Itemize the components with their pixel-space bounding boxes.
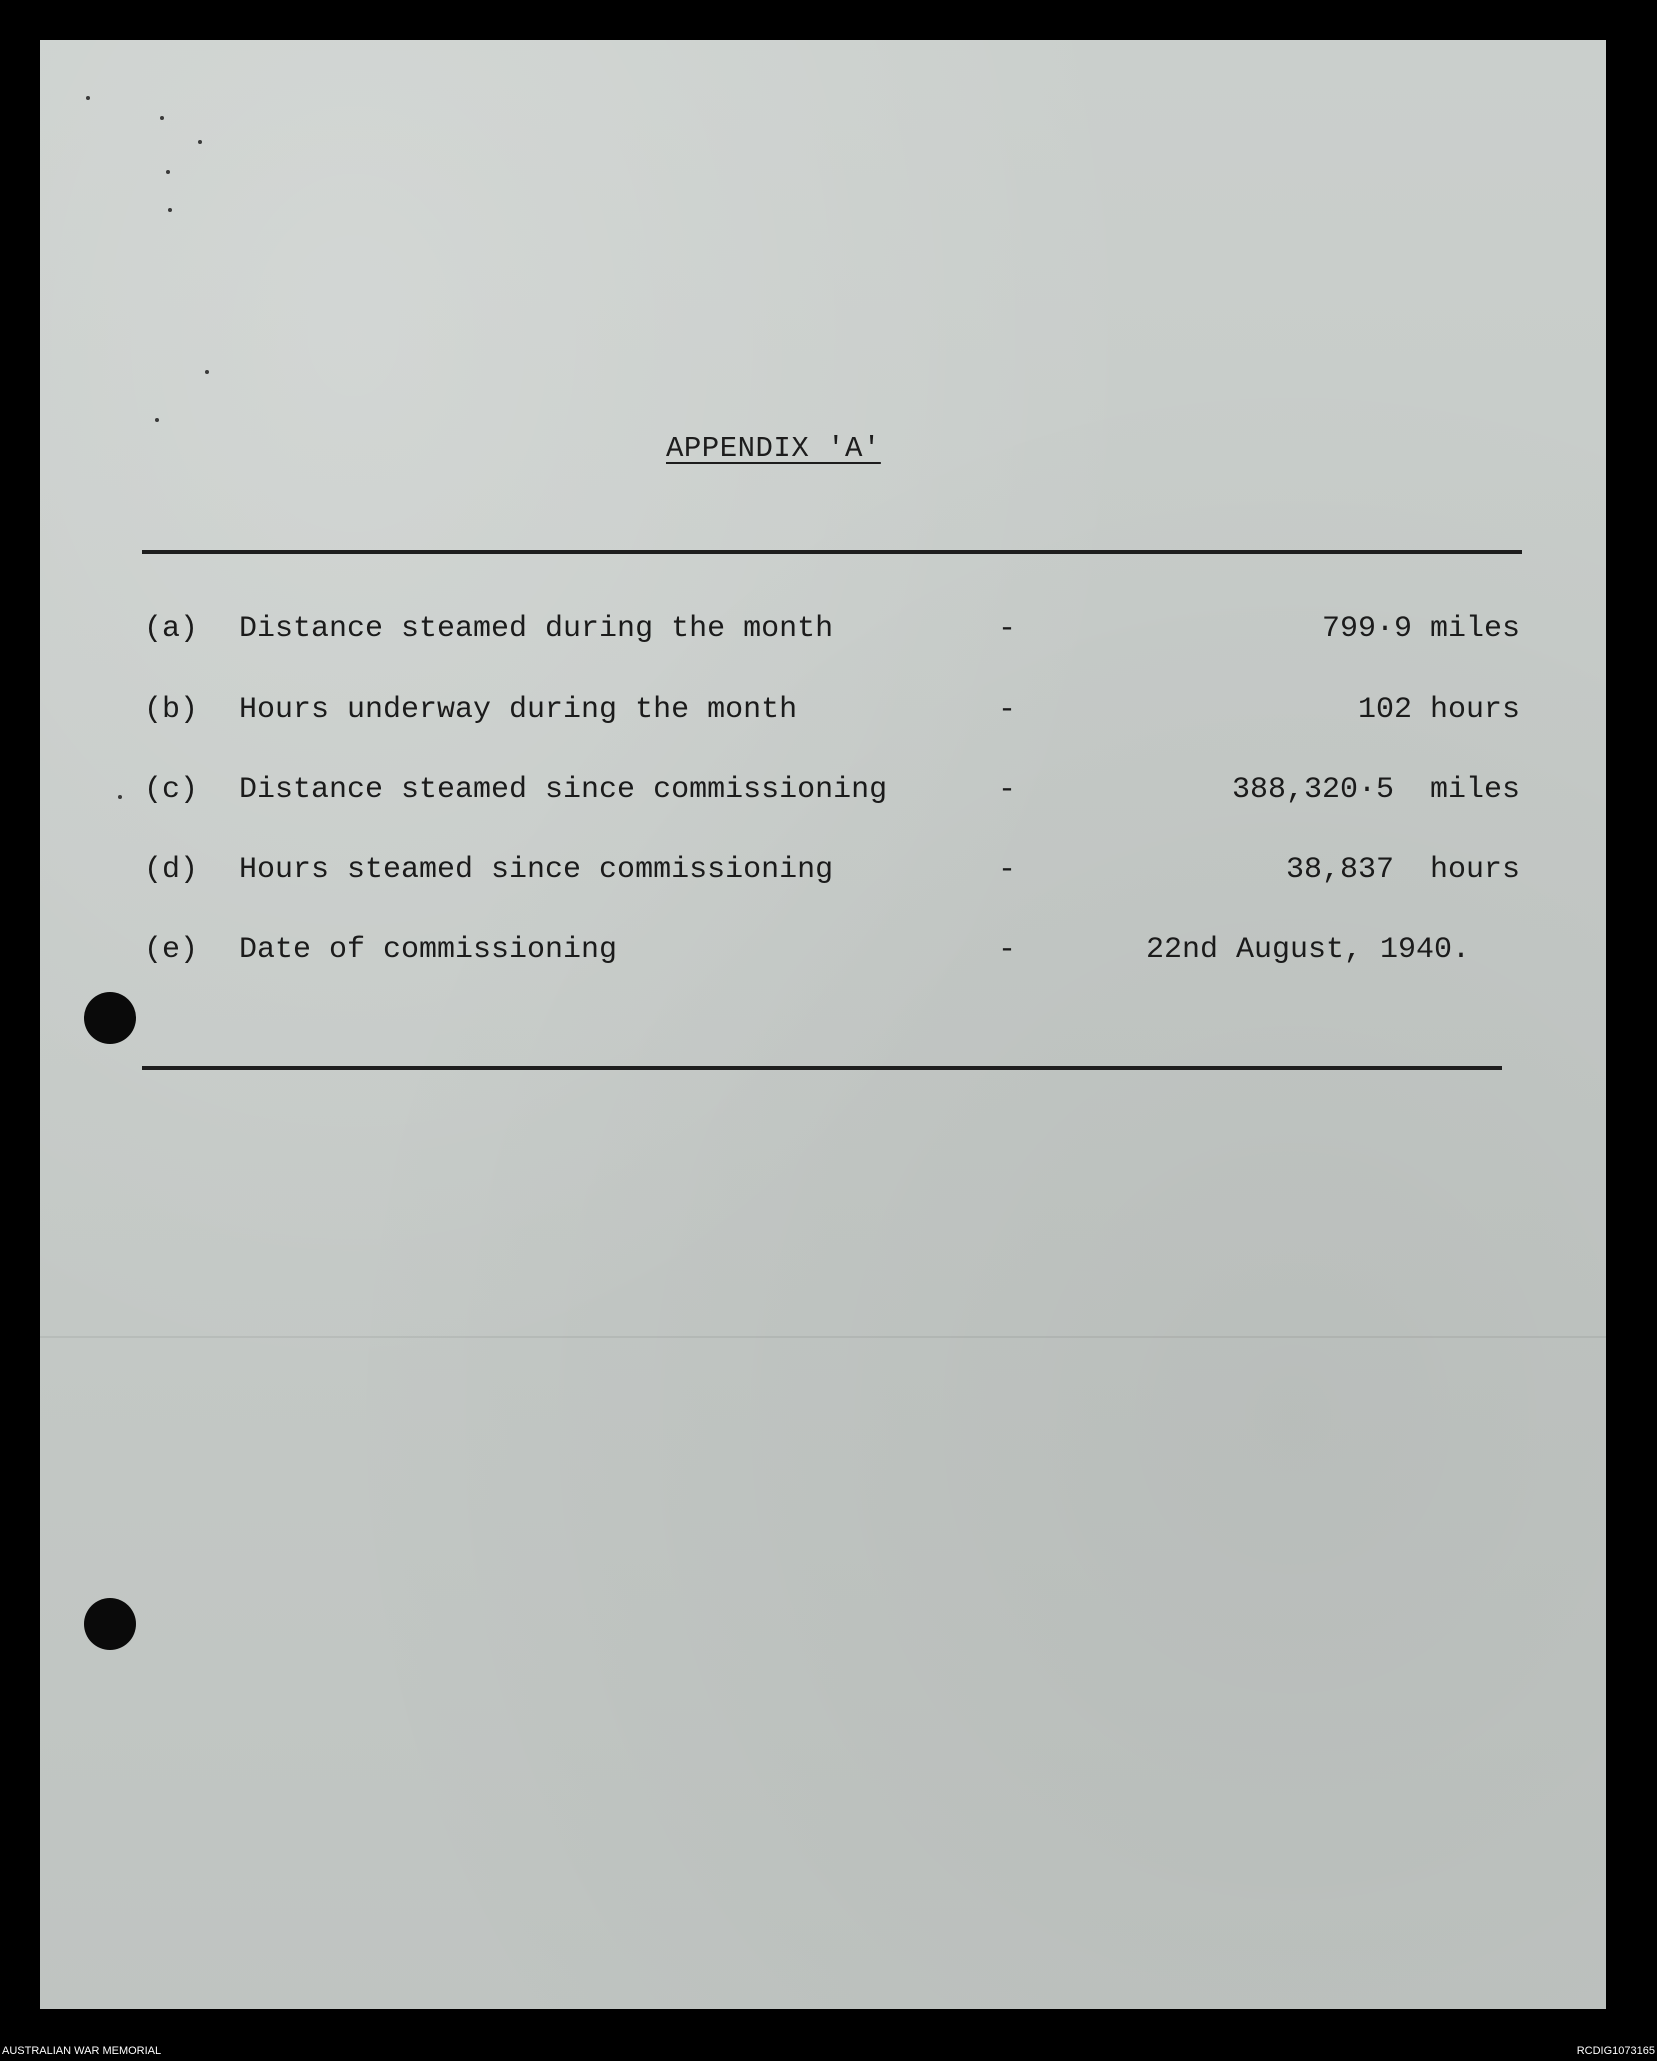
entry-label: Hours underway during the month: [239, 693, 798, 727]
entry-label: Date of commissioning: [239, 933, 618, 967]
entry-label: Distance steamed since commissioning: [239, 773, 888, 807]
entry-dash: -: [998, 853, 1017, 887]
entry-label: Distance steamed during the month: [239, 612, 834, 646]
paper-speck: [86, 96, 90, 100]
paper-speck: [205, 370, 209, 374]
entry-value: 22nd August, 1940.: [1145, 933, 1470, 967]
paper-speck: [198, 140, 202, 144]
paper-fold-crease: [40, 1336, 1606, 1338]
footer-archive-label: AUSTRALIAN WAR MEMORIAL: [2, 2045, 162, 2057]
entry-letter: (c): [144, 773, 199, 807]
punch-hole: [84, 1598, 136, 1650]
entry-value: 388,320·5 miles: [1231, 773, 1520, 807]
entry-dash: -: [998, 612, 1017, 646]
list-item: [40, 612, 1606, 656]
list-item: [40, 933, 1606, 977]
paper-speck: [166, 170, 170, 174]
top-rule-divider: [142, 550, 1522, 554]
document-page: [40, 40, 1606, 2009]
list-item: [40, 853, 1606, 897]
paper-speck: [160, 116, 164, 120]
entry-letter: (a): [144, 612, 199, 646]
entry-letter: (b): [144, 693, 199, 727]
entry-letter: (d): [144, 853, 199, 887]
paper-speck: [155, 418, 159, 422]
bottom-rule-divider: [142, 1066, 1502, 1070]
list-item: [40, 773, 1606, 817]
footer-record-id: RCDIG1073165: [1576, 2045, 1655, 2057]
page-title: APPENDIX 'A': [666, 432, 881, 465]
entry-value: 799·9 miles: [1321, 612, 1520, 646]
entry-label: Hours steamed since commissioning: [239, 853, 834, 887]
entry-value: 102 hours: [1357, 693, 1520, 727]
punch-hole: [84, 992, 136, 1044]
paper-speck: [168, 208, 172, 212]
entry-dash: -: [998, 933, 1017, 967]
entry-letter: (e): [144, 933, 199, 967]
entry-dash: -: [998, 773, 1017, 807]
list-item: [40, 693, 1606, 737]
entry-dash: -: [998, 693, 1017, 727]
entry-value: 38,837 hours: [1285, 853, 1520, 887]
